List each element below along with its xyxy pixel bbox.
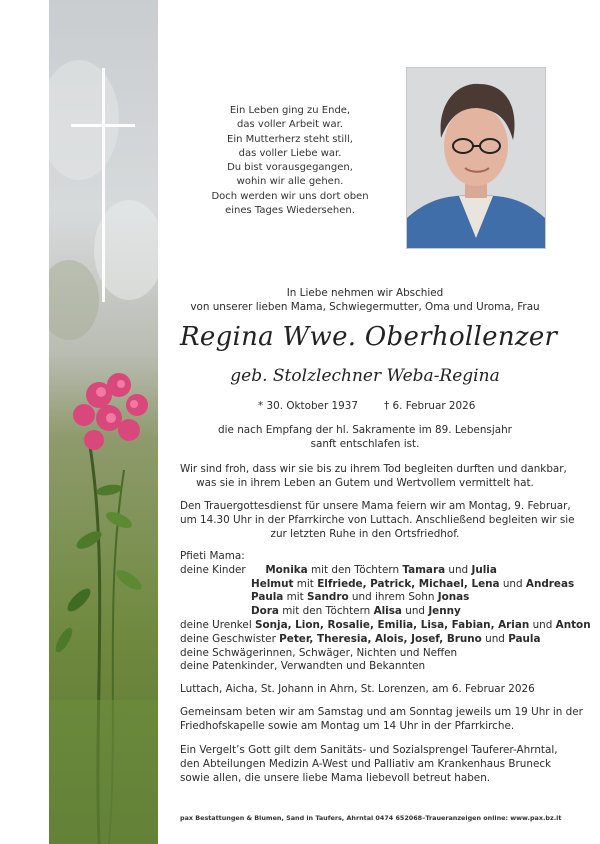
connector-text: mit den Töchtern (307, 563, 403, 576)
others-row: deine Schwägerinnen, Schwäger, Nichten und Neffen (180, 646, 458, 659)
relative-names: Jenny (428, 605, 461, 618)
birth-date: * 30. Oktober 1937 (258, 400, 358, 412)
relative-names: Elfriede, Patrick, Michael, Lena (317, 577, 500, 590)
passing-line: die nach Empfang der hl. Sakramente im 89. Lebensjahr (218, 424, 512, 436)
poem (190, 104, 390, 218)
gratitude-text (180, 463, 567, 491)
cross-icon-bar (71, 124, 135, 127)
gratitude-line: was sie in ihrem Leben an Gutem und Wertvollem vermittelt hat. (196, 476, 534, 489)
connector-text: und ihrem Sohn (348, 591, 438, 604)
birth-name: geb. Stolzlechner Weba-Regina (230, 366, 500, 386)
poem-line: das voller Liebe war. (238, 147, 342, 159)
deceased-name: Regina Wwe. Oberhollenzer (180, 322, 558, 352)
siblings-label: deine Geschwister (180, 632, 280, 645)
connector-text: und (529, 618, 556, 631)
thanks-line: Ein Vergelt’s Gott gilt dem Sanitäts- und Sozialsprengel Tauferer-Ahrntal, (180, 744, 558, 756)
poem-line: Ein Mutterherz steht still, (227, 133, 353, 145)
passing-text (180, 424, 550, 452)
child-name: Monika (265, 563, 308, 576)
prayer-text (180, 706, 583, 734)
intro (180, 286, 550, 314)
poem-line: wohin wir alle gehen. (236, 176, 344, 188)
portrait-photo (406, 67, 546, 249)
children-row (180, 591, 550, 605)
service-text (180, 500, 575, 541)
grandchildren-row (180, 618, 591, 633)
relative-names: Andreas (525, 577, 575, 590)
siblings-names: Peter, Theresia, Alois, Josef, Bruno (279, 632, 482, 645)
children-label: deine Kinder (180, 563, 246, 576)
grandchildren-names: Sonja, Lion, Rosalie, Emilia, Lisa, Fabian, Arian (255, 618, 530, 631)
thanks-text (180, 744, 558, 785)
thanks-line: sowie allen, die unsere liebe Mama liebevoll betreut haben. (180, 771, 491, 784)
prayer-line: Friedhofskapelle sowie am Montag um 14 Uhr in der Pfarrkirche. (180, 719, 515, 732)
place-date-line: Luttach, Aicha, St. Johann in Ahrn, St. Lorenzen, am 6. Februar 2026 (180, 683, 535, 695)
service-line: zur letzten Ruhe in den Ortsfriedhof. (270, 527, 460, 540)
mourners (180, 550, 591, 674)
connector-text: und (445, 563, 472, 576)
siblings-names: Paula (508, 632, 541, 645)
poem-line: das voller Arbeit war. (237, 119, 343, 131)
others-row: deine Patenkinder, Verwandten und Bekannten (180, 660, 426, 673)
relative-names: Julia (471, 563, 497, 576)
gratitude-line: Wir sind froh, dass wir sie bis zu ihrem Tod begleiten durften und dankbar, (180, 463, 567, 475)
poem-line: Ein Leben ging zu Ende, (229, 105, 351, 116)
relative-names: Jonas (437, 591, 470, 604)
poem-line: Doch werden wir uns dort oben (211, 190, 369, 202)
children-row (180, 564, 550, 578)
connector-text: und (481, 632, 509, 645)
children-row (180, 605, 550, 619)
mourners-heading: Pfieti Mama: (180, 550, 245, 562)
death-date: † 6. Februar 2026 (384, 400, 476, 412)
intro-line: von unserer lieben Mama, Schwiegermutter, Oma und Uroma, Frau (190, 301, 540, 313)
relative-names: Alisa (373, 605, 402, 618)
intro-line: In Liebe nehmen wir Abschied (286, 287, 444, 299)
relative-names: Tamara (402, 563, 446, 576)
child-name: Paula (251, 591, 284, 604)
place-date (180, 683, 550, 697)
poem-line: Du bist vorausgegangen, (227, 162, 353, 174)
service-line: Den Trauergottesdienst für unsere Mama feiern wir am Montag, 9. Februar, (180, 500, 571, 512)
child-name: Helmut (251, 577, 294, 590)
passing-line: sanft entschlafen ist. (310, 437, 420, 450)
poem-line: eines Tages Wiedersehen. (225, 205, 355, 217)
thanks-line: den Abteilungen Medizin A-West und Palliativ am Krankenhaus Bruneck (180, 757, 552, 770)
children-row (180, 577, 575, 592)
siblings-row (180, 633, 550, 647)
child-name: Dora (251, 605, 279, 618)
connector-text: mit den Töchtern (278, 605, 374, 618)
connector-text: und (499, 577, 526, 590)
grandchildren-label: deine Urenkel (180, 618, 256, 631)
cross-icon (102, 68, 105, 302)
prayer-line: Gemeinsam beten wir am Samstag und am Sonntag jeweils um 19 Uhr in der (180, 706, 583, 718)
footer-credit: pax Bestattungen & Blumen, Sand in Taufers, Ahrntal 0474 652068–Traueranzeigen online: www.pax.bz.it (180, 814, 562, 822)
connector-text: und (401, 605, 429, 618)
grandchildren-names: Anton (555, 618, 591, 631)
connector-text: mit (293, 577, 318, 590)
connector-text: mit (283, 591, 308, 604)
relative-names: Sandro (307, 591, 349, 604)
service-line: um 14.30 Uhr in der Pfarrkirche von Luttach. Anschließend begleiten wir sie (180, 513, 575, 526)
